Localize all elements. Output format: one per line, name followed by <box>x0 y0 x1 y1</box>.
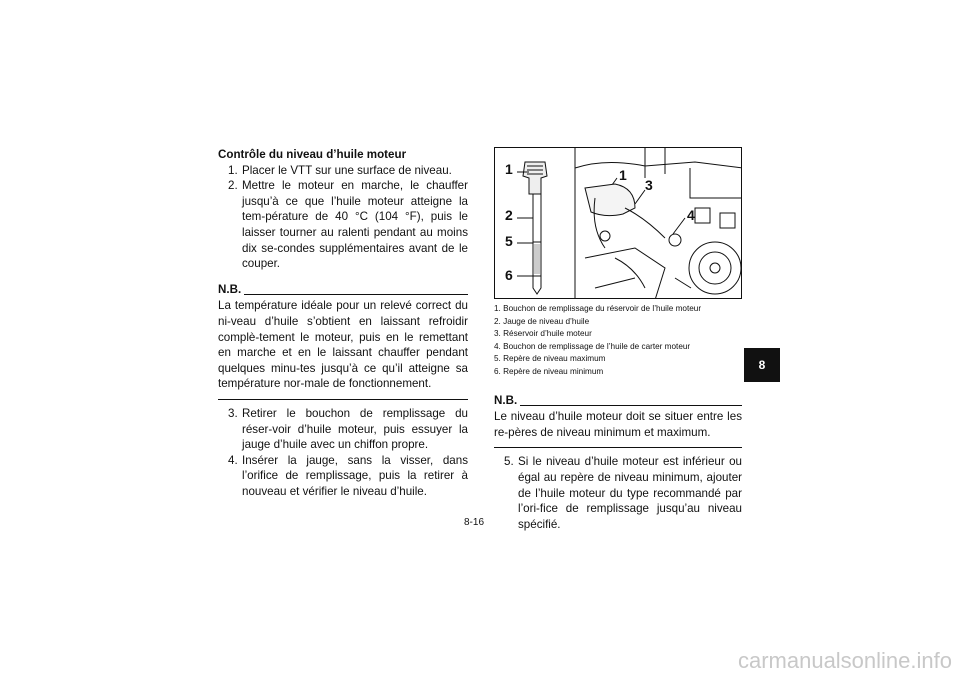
note-rule <box>244 294 468 295</box>
legend-item: 6. Repère de niveau minimum <box>494 366 604 376</box>
legend-item: 2. Jauge de niveau d’huile <box>494 316 590 326</box>
page-number: 8-16 <box>464 517 485 528</box>
note-block <box>218 282 468 400</box>
legend-item: 1. Bouchon de remplissage du réservoir de l’huile moteur <box>494 304 702 313</box>
callout-label: 4 <box>687 207 695 223</box>
engine-oil-figure <box>494 147 742 299</box>
callout-label: 5 <box>505 233 513 249</box>
callout-label: 2 <box>505 207 513 223</box>
step-number: 2. <box>228 179 238 193</box>
steps-list-c <box>494 454 742 532</box>
step-number: 1. <box>228 163 238 177</box>
note-end-rule <box>218 399 468 400</box>
list-item <box>218 178 468 272</box>
note-label: N.B. <box>218 282 242 296</box>
note-text: Le niveau d’huile moteur doit se situer entre les re-pères de niveau minimum et maximum. <box>494 410 742 439</box>
list-item <box>218 163 468 179</box>
section-tab: 8 <box>744 348 780 382</box>
step-text: Si le niveau d’huile moteur est inférieur ou égal au repère de niveau minimum, ajouter de l’huile moteur du type recommandé par l’ori-fice de remplissage jusqu’au niveau spécifié. <box>518 455 742 531</box>
note-header <box>494 393 742 409</box>
section-title: Contrôle du niveau d’huile moteur <box>218 148 407 161</box>
steps-list-b <box>218 406 468 500</box>
step-number: 3. <box>228 406 238 420</box>
step-text: Placer le VTT sur une surface de niveau. <box>242 163 452 177</box>
list-item <box>218 406 468 453</box>
figure-legend <box>494 303 742 379</box>
note-rule <box>520 405 742 406</box>
note-label: N.B. <box>494 393 518 407</box>
note-block <box>494 393 742 449</box>
note-text: La température idéale pour un relevé correct du ni-veau d’huile s’obtient en laissant refroidir complè-tement le moteur, puis en le remettant en marche et en le laissant chauffer pendant quelques minu-tes jusqu’à ce qu’il atteigne sa température nor-male de fonctionnement. <box>218 299 468 391</box>
step-number: 5. <box>504 455 514 469</box>
watermark: carmanualsonline.info <box>737 648 952 673</box>
steps-list-a <box>218 163 468 272</box>
legend-item: 3. Réservoir d’huile moteur <box>494 329 592 339</box>
note-end-rule <box>494 447 742 448</box>
step-number: 4. <box>228 453 238 467</box>
note-header <box>218 282 468 298</box>
right-column <box>494 147 742 532</box>
list-item <box>494 454 742 532</box>
callout-label: 1 <box>619 167 627 183</box>
callout-label: 3 <box>645 177 653 193</box>
legend-item: 4. Bouchon de remplissage de l’huile de carter moteur <box>494 341 691 351</box>
legend-item: 5. Repère de niveau maximum <box>494 354 606 364</box>
list-item <box>218 453 468 500</box>
step-text: Insérer la jauge, sans la visser, dans l’orifice de remplissage, puis la retirer à nouveau et vérifier le niveau d’huile. <box>242 453 468 498</box>
left-column <box>218 147 468 499</box>
callout-label: 1 <box>505 161 513 177</box>
step-text: Mettre le moteur en marche, le chauffer jusqu’à ce que l’huile moteur atteigne la tem-pérature de 40 °C (104 °F), puis le laisser tourner au ralenti pendant au moins dix se-condes supplémentaires avant de le couper. <box>242 179 468 271</box>
step-text: Retirer le bouchon de remplissage du réser-voir d’huile moteur, puis essuyer la jauge d’huile avec un chiffon propre. <box>242 406 468 452</box>
callout-label: 6 <box>505 267 513 283</box>
